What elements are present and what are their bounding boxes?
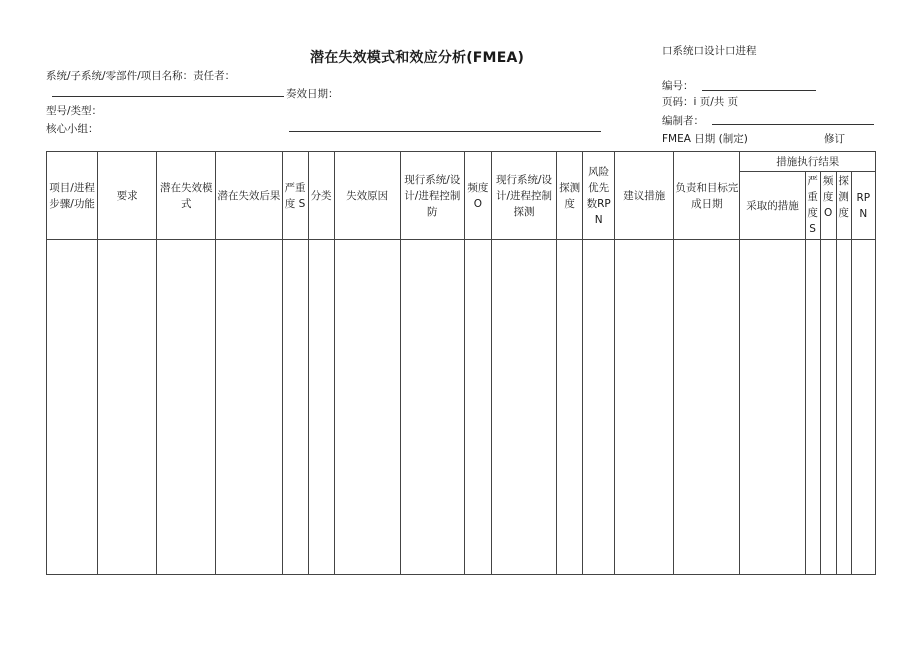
table-cell[interactable] (674, 240, 740, 575)
table-cell[interactable] (334, 240, 400, 575)
prepared-by-label: 编制者： (662, 115, 704, 127)
table-cell[interactable] (557, 240, 583, 575)
system-label: 系统/子系统/零部件/项目名称：责任者： (46, 70, 236, 82)
table-row (47, 240, 876, 575)
table-cell[interactable] (583, 240, 615, 575)
page-title: 潜在失效模式和效应分析(FMEA) (310, 50, 525, 66)
table-cell[interactable] (820, 240, 836, 575)
table-cell[interactable] (282, 240, 308, 575)
table-cell[interactable] (805, 240, 820, 575)
page-label: 页码：i 页/共 页 (662, 96, 739, 108)
table-cell[interactable] (851, 240, 875, 575)
core-team-label: 核心小组： (46, 123, 99, 135)
col-responsibility-header: 负责和目标完成日期 (674, 152, 740, 240)
number-label: 编号： (662, 80, 694, 92)
table-cell[interactable] (308, 240, 334, 575)
table-cell[interactable] (157, 240, 216, 575)
col-severity-header: 严重度 S (282, 152, 308, 240)
col-new-detection-header: 探测度 (836, 172, 851, 240)
col-failure-effect-header: 潜在失效后果 (216, 152, 282, 240)
col-cause-header: 失效原因 (334, 152, 400, 240)
table-cell[interactable] (491, 240, 556, 575)
effective-date-label: 奏效日期： (286, 88, 339, 100)
fmea-date-label: FMEA 日期 (制定) (662, 133, 748, 145)
table-cell[interactable] (836, 240, 851, 575)
col-item-header: 项目/进程步骤/功能 (47, 152, 98, 240)
model-label: 型号/类型： (46, 105, 103, 117)
col-requirement-header: 要求 (98, 152, 157, 240)
col-rpn-header: 风险优先数RPN (583, 152, 615, 240)
col-class-header: 分类 (308, 152, 334, 240)
fmea-table (46, 151, 876, 575)
col-actions-taken-header: 采取的措施 (740, 172, 805, 240)
revision-label: 修订 (824, 133, 845, 145)
core-team-underline (289, 131, 601, 132)
table-cell[interactable] (98, 240, 157, 575)
col-detection-control-header: 现行系统/设计/进程控制探测 (491, 152, 556, 240)
col-new-severity-header: 严重度S (805, 172, 820, 240)
fmea-scope-options: 口系统口设计口进程 (662, 45, 757, 57)
number-underline (702, 90, 816, 91)
prepared-by-underline (712, 124, 874, 125)
table-cell[interactable] (400, 240, 464, 575)
col-failure-mode-header: 潜在失效模式 (157, 152, 216, 240)
table-cell[interactable] (615, 240, 674, 575)
col-new-rpn-header: RPN (851, 172, 875, 240)
table-cell[interactable] (216, 240, 282, 575)
col-prevention-header: 现行系统/设计/进程控制防 (400, 152, 464, 240)
col-occurrence-header: 频度O (464, 152, 491, 240)
system-underline (52, 96, 284, 97)
col-detection-header: 探测度 (557, 152, 583, 240)
action-results-header: 措施执行结果 (740, 152, 876, 172)
table-cell[interactable] (47, 240, 98, 575)
col-new-occurrence-header: 频度O (820, 172, 836, 240)
table-cell[interactable] (464, 240, 491, 575)
col-recommended-header: 建议措施 (615, 152, 674, 240)
table-cell[interactable] (740, 240, 805, 575)
